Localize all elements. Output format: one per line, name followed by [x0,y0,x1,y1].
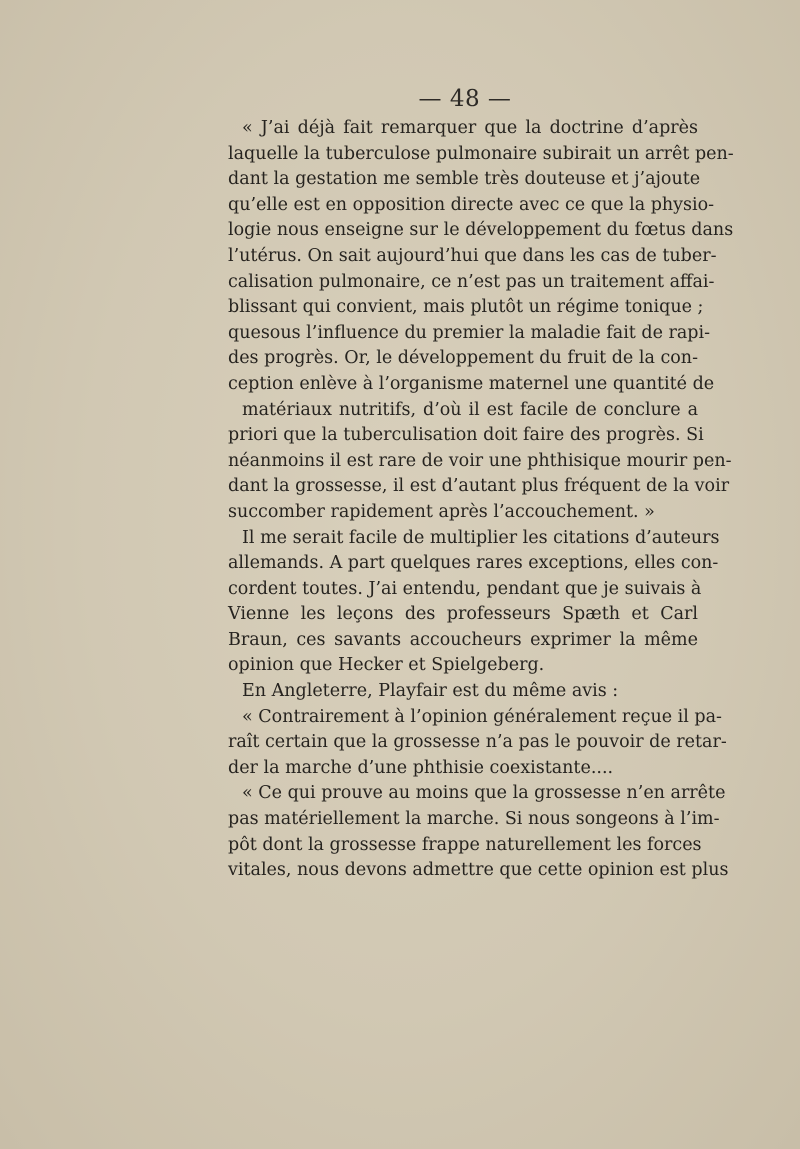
text-line: matériaux nutritifs, d’où il est facile de conclure a [242,399,698,420]
text-line: des progrès. Or, le développement du fruit de la con- [228,348,698,369]
text-line: Vienne les leçons des professeurs Spæth et Carl [228,604,698,625]
text-line: calisation pulmonaire, ce n’est pas un traitement affai- [228,271,715,292]
text-line: logie nous enseigne sur le développement du fœtus dans [228,220,734,241]
text-line: der la marche d’une phthisie coexistante.... [228,757,614,778]
text-line: dant la grossesse, il est d’autant plus fréquent de la voir [228,476,730,497]
text-line: allemands. A part quelques rares exceptions, elles con- [228,553,719,574]
text-line: priori que la tuberculisation doit faire des progrès. Si [228,425,704,446]
text-line: cordent toutes. J’ai entendu, pendant que je suivais à [228,578,702,599]
text-line: dant la gestation me semble très douteuse et j’ajoute [228,169,701,190]
text-line: vitales, nous devons admettre que cette opinion est plus [228,860,729,881]
text-line: raît certain que la grossesse n’a pas le pouvoir de retar- [228,732,727,753]
text-line: Braun, ces savants accoucheurs exprimer la même [228,629,698,650]
text-line: « Ce qui prouve au moins que la grossesse n’en arrête [242,783,726,804]
text-line: l’utérus. On sait aujourd’hui que dans les cas de tuber- [228,245,717,266]
text-line: quesous l’influence du premier la maladie fait de rapi- [228,322,711,343]
text-line: succomber rapidement après l’accouchement. » [228,501,655,522]
text-line: laquelle la tuberculose pulmonaire subirait un arrêt pen- [228,143,734,164]
body-text [228,116,734,884]
text-line: « Contrairement à l’opinion généralement reçue il pa- [242,706,722,727]
text-line: pôt dont la grossesse frappe naturellement les forces [228,834,702,855]
text-line: pas matériellement la marche. Si nous songeons à l’im- [228,809,720,830]
text-line: En Angleterre, Playfair est du même avis : [242,681,619,702]
text-line: ception enlève à l’organisme maternel une quantité de [228,373,715,394]
page-number: — 48 — [418,86,512,112]
text-line: néanmoins il est rare de voir une phthisique mourir pen- [228,450,732,471]
text-line: Il me serait facile de multiplier les citations d’auteurs [242,527,720,548]
text-line: blissant qui convient, mais plutôt un régime tonique ; [228,297,704,318]
text-line: qu’elle est en opposition directe avec ce que la physio- [228,194,715,215]
text-line: « J’ai déjà fait remarquer que la doctrine d’après [242,118,698,138]
text-line: opinion que Hecker et Spielgeberg. [228,655,545,676]
